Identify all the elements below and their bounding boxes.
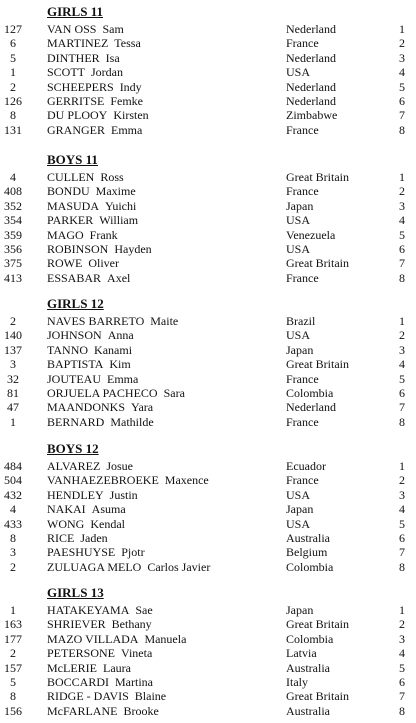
player-country: USA [286,242,311,256]
player-given-name: Jordan [91,65,124,80]
result-row [0,603,416,617]
player-country: France [286,414,319,429]
player-name [47,617,152,631]
player-name [47,256,119,270]
player-surname: GRANGER [47,122,106,137]
result-row [0,632,416,646]
player-country: France [286,473,319,488]
result-row [0,22,416,36]
player-name [47,184,136,198]
player-name [47,517,125,531]
player-given-name: Martina [115,675,154,689]
player-surname: HENDLEY [47,487,104,502]
player-name [47,400,153,414]
player-surname: ROBINSON [47,242,109,256]
finish-position: 8 [399,414,405,429]
player-number: 359 [4,227,22,242]
player-country: USA [286,487,311,502]
finish-position: 4 [399,646,405,661]
player-given-name: Hayden [114,242,152,256]
player-country: France [286,371,319,386]
player-country: Great Britain [286,256,349,271]
finish-position: 4 [399,357,405,372]
result-row [0,170,416,184]
player-name [47,80,142,94]
player-given-name: Sara [163,386,185,400]
player-name [47,51,120,65]
player-country: Nederland [286,50,336,65]
player-given-name: Blaine [134,689,167,704]
player-given-name: Brooke [123,703,159,718]
player-surname: McLERIE [47,660,97,675]
player-country: Great Britain [286,357,349,372]
player-given-name: Manuela [144,631,187,646]
player-number: 5 [10,675,16,689]
player-surname: NAKAI [47,502,86,517]
player-surname: PARKER [47,213,94,228]
player-country: Great Britain [286,689,349,704]
player-name [47,473,209,487]
player-given-name: Femke [110,94,144,108]
finish-position: 1 [399,170,405,184]
player-name [47,632,186,646]
finish-position: 5 [399,371,405,386]
finish-position: 7 [399,400,405,415]
finish-position: 3 [399,198,405,213]
finish-position: 6 [399,94,405,108]
result-row [0,343,416,357]
finish-position: 5 [399,660,405,675]
player-surname: CULLEN [47,170,95,184]
result-row [0,108,416,122]
player-number: 2 [10,559,16,574]
player-name [47,65,123,79]
result-row [0,328,416,342]
player-surname: ROWE [47,256,83,271]
result-row [0,256,416,270]
player-given-name: Maite [150,314,179,328]
player-given-name: Asuma [91,502,126,517]
result-row [0,228,416,242]
player-name [47,94,143,108]
player-surname: BERNARD [47,414,105,429]
result-row [0,531,416,545]
player-number: 408 [4,184,22,199]
finish-position: 6 [399,675,405,689]
player-number: 8 [10,689,16,704]
player-given-name: Sam [102,22,124,36]
player-name [47,386,185,400]
player-surname: ESSABAR [47,270,102,285]
finish-position: 7 [399,689,405,704]
player-surname: MAGO [47,227,84,242]
player-number: 131 [4,122,22,137]
result-row [0,271,416,285]
finish-position: 3 [399,631,405,646]
player-surname: MASUDA [47,198,100,213]
result-row [0,488,416,502]
player-country: Ecuador [286,459,326,473]
player-name [47,459,133,473]
player-country: Japan [286,502,314,517]
player-given-name: Maxence [164,473,209,488]
finish-position: 2 [399,617,405,632]
finish-position: 4 [399,213,405,228]
result-row [0,357,416,371]
player-given-name: Carlos Javier [147,559,211,574]
player-given-name: Indy [119,79,142,94]
player-name [47,646,152,660]
player-name [47,343,132,357]
player-number: 504 [4,473,22,488]
player-surname: JOHNSON [47,328,102,343]
player-name [47,271,130,285]
finish-position: 2 [399,184,405,199]
result-row [0,617,416,631]
player-surname: HATAKEYAMA [47,603,130,617]
player-surname: BONDU [47,184,90,199]
result-row [0,123,416,137]
finish-position: 4 [399,502,405,517]
player-number: 126 [4,94,22,108]
finish-position: 7 [399,256,405,271]
player-surname: ZULUAGA MELO [47,559,142,574]
finish-position: 1 [399,459,405,473]
player-surname: MARTINEZ [47,36,109,51]
result-row [0,661,416,675]
result-row [0,704,416,718]
player-surname: RIDGE - DAVIS [47,689,129,704]
result-row [0,517,416,531]
finish-position: 8 [399,270,405,285]
player-given-name: Sae [135,603,153,617]
player-country: Italy [286,675,308,689]
player-country: USA [286,516,311,531]
finish-position: 5 [399,227,405,242]
result-row [0,689,416,703]
player-given-name: Ross [100,170,124,184]
result-row [0,386,416,400]
player-number: 47 [7,400,19,415]
player-given-name: Isa [105,50,120,65]
player-name [47,675,153,689]
player-country: France [286,270,319,285]
player-country: Great Britain [286,617,349,632]
player-number: 81 [7,386,19,400]
result-row [0,242,416,256]
player-country: Australia [286,531,330,545]
player-given-name: Emma [107,371,139,386]
player-country: Japan [286,342,314,357]
player-country: USA [286,328,311,343]
result-row [0,646,416,660]
player-surname: VANHAEZEBROEKE [47,473,159,488]
player-given-name: Yuichi [105,198,137,213]
player-number: 5 [10,50,16,65]
player-number: 163 [4,617,22,632]
player-surname: DINTHER [47,50,100,65]
player-given-name: Oliver [88,256,119,271]
player-surname: RICE [47,531,75,545]
player-given-name: Kanami [94,342,133,357]
player-given-name: Josue [106,459,134,473]
player-country: Belgium [286,545,328,560]
player-name [47,415,154,429]
player-surname: PETERSONE [47,646,116,661]
finish-position: 4 [399,65,405,80]
finish-position: 7 [399,545,405,560]
player-given-name: Bethany [111,617,152,632]
player-number: 2 [10,79,16,94]
player-name [47,545,145,559]
player-number: 352 [4,198,22,213]
player-name [47,199,136,213]
player-given-name: Tessa [114,36,141,51]
player-name [47,36,141,50]
player-given-name: Laura [103,660,131,675]
player-number: 484 [4,459,22,473]
player-country: Latvia [286,646,317,661]
result-row [0,459,416,473]
result-row [0,184,416,198]
player-given-name: Frank [89,227,118,242]
player-number: 432 [4,487,22,502]
player-surname: ORJUELA PACHECO [47,386,158,400]
player-given-name: Mathilde [110,414,154,429]
player-name [47,22,124,36]
result-row [0,675,416,689]
player-given-name: Justin [109,487,138,502]
player-given-name: Jaden [80,531,108,545]
finish-position: 8 [399,122,405,137]
finish-position: 5 [399,516,405,531]
player-country: Nederland [286,94,336,108]
finish-position: 6 [399,531,405,545]
player-given-name: Kendal [90,516,125,531]
finish-position: 1 [399,22,405,36]
player-country: Nederland [286,22,336,36]
player-country: France [286,184,319,199]
player-number: 4 [10,502,16,517]
player-number: 2 [10,314,16,328]
player-number: 2 [10,646,16,661]
result-row [0,400,416,414]
player-name [47,488,138,502]
finish-position: 3 [399,487,405,502]
player-surname: MAZO VILLADA [47,631,139,646]
player-surname: BAPTISTA [47,357,104,372]
player-name [47,531,108,545]
player-given-name: Emma [111,122,143,137]
finish-position: 1 [399,314,405,328]
player-number: 32 [7,371,19,386]
player-surname: WONG [47,516,85,531]
player-country: Japan [286,198,314,213]
player-given-name: Kim [109,357,131,372]
finish-position: 3 [399,50,405,65]
section-title: BOYS 11 [47,152,98,167]
player-surname: TANNO [47,342,89,357]
finish-position: 8 [399,703,405,718]
player-name [47,603,153,617]
player-given-name: Maxime [95,184,136,199]
player-number: 157 [4,660,22,675]
player-country: Colombia [286,631,334,646]
player-surname: NAVES BARRETO [47,314,145,328]
player-given-name: Yara [131,400,154,415]
player-number: 433 [4,516,22,531]
player-number: 4 [10,170,16,184]
result-row [0,502,416,516]
result-row [0,372,416,386]
player-country: Nederland [286,400,336,415]
result-row [0,65,416,79]
player-name [47,560,210,574]
player-country: USA [286,65,311,80]
player-name [47,357,131,371]
player-number: 8 [10,531,16,545]
player-surname: JOUTEAU [47,371,101,386]
player-country: Venezuela [286,227,336,242]
player-given-name: Pjotr [121,545,145,560]
finish-position: 2 [399,473,405,488]
player-name [47,228,118,242]
finish-position: 8 [399,559,405,574]
result-row [0,199,416,213]
player-number: 3 [10,545,16,560]
player-number: 140 [4,328,22,343]
player-country: Australia [286,660,330,675]
player-country: France [286,122,319,137]
player-number: 156 [4,703,22,718]
result-row [0,545,416,559]
player-name [47,372,138,386]
player-number: 375 [4,256,22,271]
player-name [47,328,134,342]
player-given-name: Axel [107,270,131,285]
finish-position: 2 [399,36,405,51]
player-number: 356 [4,242,22,256]
player-name [47,314,178,328]
player-country: France [286,36,319,51]
player-given-name: Kirsten [113,108,149,123]
player-given-name: Anna [107,328,134,343]
result-row [0,36,416,50]
player-country: Australia [286,703,330,718]
player-surname: GERRITSE [47,94,105,108]
player-number: 3 [10,357,16,372]
player-country: Zimbabwe [286,108,338,123]
section-title: GIRLS 11 [47,4,103,19]
finish-position: 2 [399,328,405,343]
player-country: Brazil [286,314,316,328]
player-country: Colombia [286,386,334,400]
player-country: Japan [286,603,314,617]
player-country: Great Britain [286,170,349,184]
section-title: GIRLS 12 [47,296,104,311]
finish-position: 5 [399,79,405,94]
player-surname: SCOTT [47,65,86,80]
player-country: Colombia [286,559,334,574]
player-country: USA [286,213,311,228]
player-number: 127 [4,22,22,36]
player-surname: MAANDONKS [47,400,126,415]
result-row [0,415,416,429]
player-country: Nederland [286,79,336,94]
result-row [0,94,416,108]
player-name [47,661,131,675]
player-surname: McFARLANE [47,703,118,718]
player-name [47,704,159,718]
finish-position: 6 [399,386,405,400]
result-row [0,51,416,65]
result-row [0,314,416,328]
player-name [47,689,166,703]
section-title: BOYS 12 [47,441,99,456]
result-row [0,560,416,574]
player-given-name: William [99,213,139,228]
player-surname: DU PLOOY [47,108,108,123]
player-number: 1 [10,65,16,80]
player-surname: SCHEEPERS [47,79,114,94]
player-number: 1 [10,414,16,429]
player-number: 137 [4,342,22,357]
finish-position: 6 [399,242,405,256]
player-number: 354 [4,213,22,228]
result-row [0,213,416,227]
finish-position: 1 [399,603,405,617]
player-number: 413 [4,270,22,285]
player-number: 8 [10,108,16,123]
player-name [47,502,126,516]
player-name [47,123,142,137]
player-name [47,242,152,256]
player-surname: SHRIEVER [47,617,106,632]
player-number: 6 [10,36,16,51]
player-surname: BOCCARDI [47,675,110,689]
player-name [47,213,138,227]
finish-position: 3 [399,342,405,357]
section-title: GIRLS 13 [47,585,104,600]
result-row [0,80,416,94]
player-name [47,108,149,122]
result-row [0,473,416,487]
player-number: 1 [10,603,16,617]
player-surname: PAESHUYSE [47,545,116,560]
player-given-name: Vineta [121,646,153,661]
player-name [47,170,124,184]
player-surname: VAN OSS [47,22,97,36]
player-number: 177 [4,631,22,646]
player-surname: ALVAREZ [47,459,101,473]
finish-position: 7 [399,108,405,123]
